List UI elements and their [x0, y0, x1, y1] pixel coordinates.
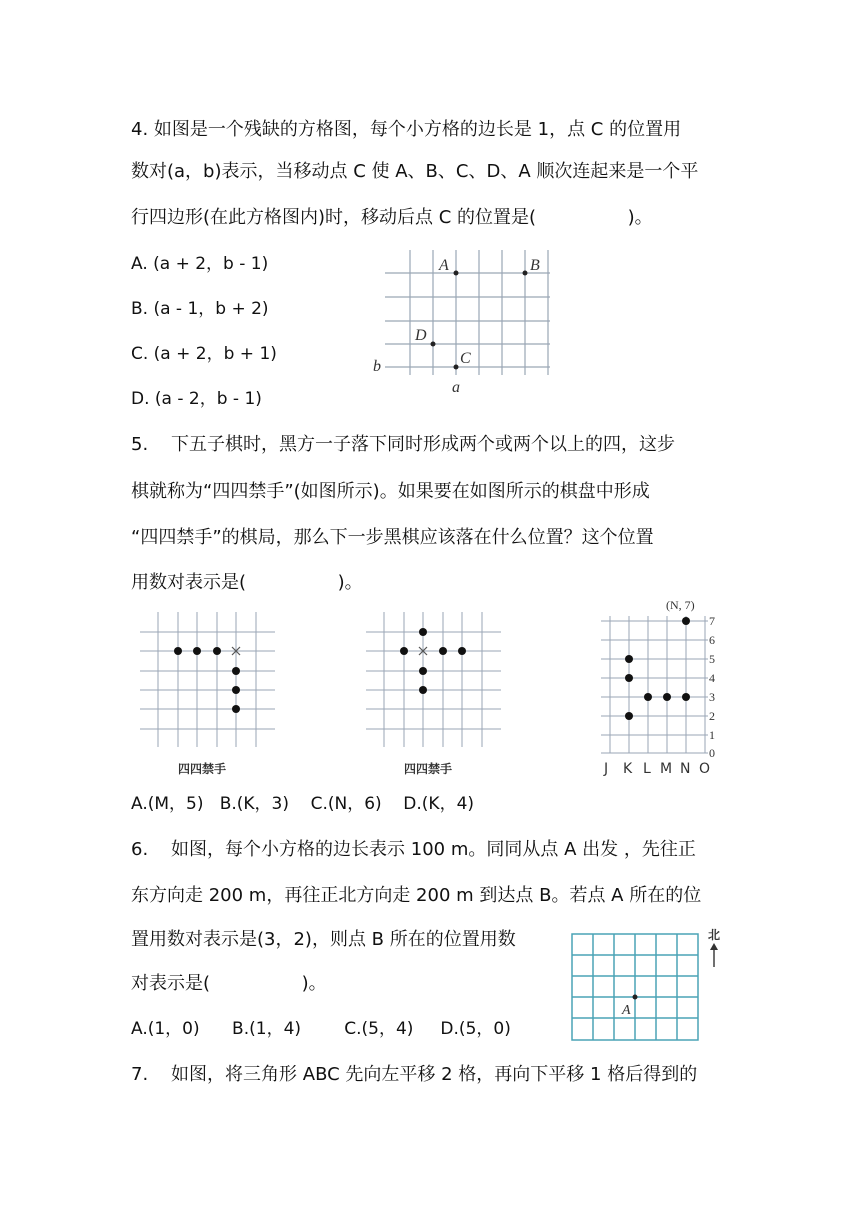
board-1: [140, 612, 280, 752]
point-c: [454, 365, 459, 370]
svg-text:K: K: [623, 761, 633, 777]
svg-text:3: 3: [709, 690, 715, 704]
svg-text:J: J: [604, 761, 609, 777]
q6-grid-figure: [570, 925, 730, 1045]
svg-text:6: 6: [709, 633, 715, 647]
north-arrow-icon: [710, 943, 718, 967]
q4-line-1: 4. 如图是一个残缺的方格图，每个小方格的边长是 1，点 C 的位置用: [131, 119, 682, 140]
q4-option-d: D. (a - 2，b - 1): [131, 389, 262, 409]
board-2: [366, 612, 506, 752]
label-b: B: [530, 257, 540, 274]
point-a: [454, 271, 459, 276]
board-2-caption: 四四禁手: [404, 762, 453, 776]
board-1-caption: 四四禁手: [178, 762, 227, 776]
q6-options: A.(1，0) B.(1，4) C.(5，4) D.(5，0): [131, 1019, 511, 1039]
svg-text:M: M: [660, 761, 673, 777]
q7-line-1: 7. 如图，将三角形 ABC 先向左平移 2 格，再向下平移 1 格后得到的: [131, 1064, 698, 1085]
point-b: [523, 271, 528, 276]
q6-line-3: 置用数对表示是(3，2)，则点 B 所在的位置用数: [131, 929, 516, 950]
q6-line-4: 对表示是( )。: [131, 973, 327, 994]
svg-text:N: N: [680, 761, 691, 777]
label-a: A: [439, 257, 449, 274]
q4-option-c: C. (a + 2，b + 1): [131, 344, 277, 364]
north-label: 北: [708, 928, 721, 942]
q6-line-2: 东方向走 200 m，再往正北方向走 200 m 到达点 B。若点 A 所在的位: [131, 885, 702, 906]
q5-line-4: 用数对表示是( )。: [131, 572, 363, 593]
svg-text:2: 2: [709, 709, 715, 723]
axis-label-b: b: [373, 358, 381, 375]
point-d: [431, 342, 436, 347]
label-d: D: [415, 327, 427, 344]
svg-text:5: 5: [709, 652, 715, 666]
q4-option-b: B. (a - 1，b + 2): [131, 299, 269, 319]
svg-text:1: 1: [709, 728, 715, 742]
board-3: [596, 596, 726, 781]
q4-grid-figure: [370, 245, 560, 395]
q5-options: A.(M，5) B.(K，3) C.(N，6) D.(K，4): [131, 794, 475, 814]
svg-text:0: 0: [709, 746, 715, 760]
label-c: C: [460, 350, 471, 367]
q5-line-3: “四四禁手”的棋局，那么下一步黑棋应该落在什么位置？这个位置: [131, 527, 654, 548]
point-a: [633, 995, 638, 1000]
svg-text:7: 7: [709, 614, 715, 628]
svg-text:L: L: [643, 761, 651, 777]
svg-text:O: O: [699, 761, 711, 777]
q4-line-3: 行四边形(在此方格图内)时，移动后点 C 的位置是( )。: [131, 207, 653, 228]
q4-option-a: A. (a + 2，b - 1): [131, 254, 269, 274]
q4-line-2: 数对(a，b)表示，当移动点 C 使 A、B、C、D、A 顺次连起来是一个平: [131, 161, 699, 182]
board-3-top-label: (N, 7): [666, 598, 695, 612]
svg-text:4: 4: [709, 671, 715, 685]
q5-line-2: 棋就称为“四四禁手”(如图所示)。如果要在如图所示的棋盘中形成: [131, 481, 650, 502]
label-a: A: [622, 1003, 631, 1018]
q5-line-1: 5. 下五子棋时，黑方一子落下同时形成两个或两个以上的四，这步: [131, 434, 676, 455]
q6-line-1: 6. 如图，每个小方格的边长表示 100 m。同同从点 A 出发 ，先往正: [131, 839, 696, 860]
axis-label-a: a: [452, 379, 460, 396]
